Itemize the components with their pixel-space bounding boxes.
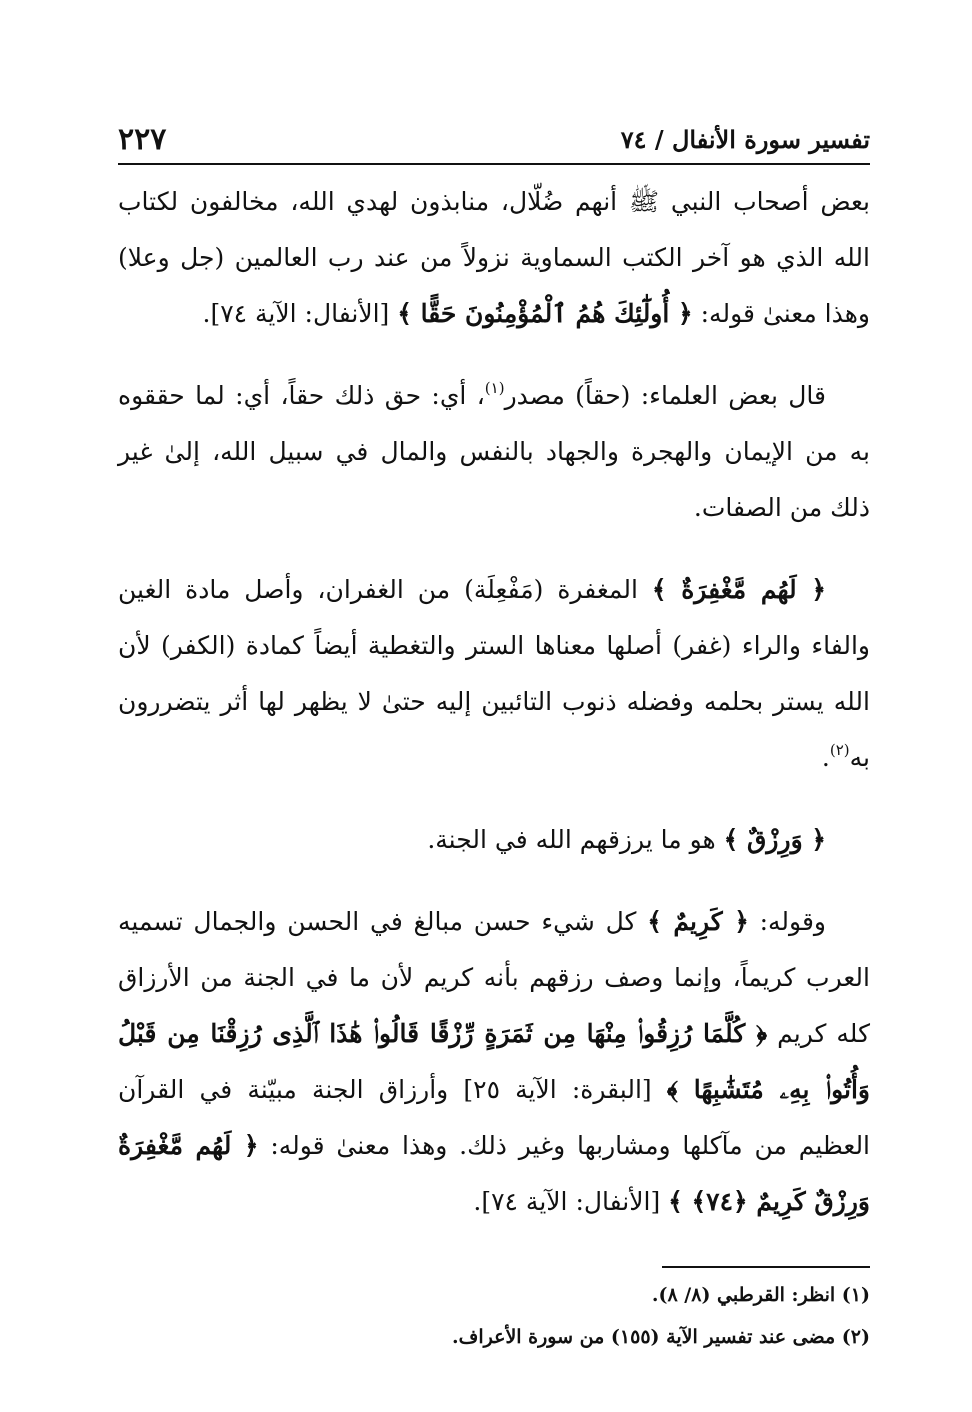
- footnote-ref-2[interactable]: (٢): [829, 741, 850, 759]
- quran-verse: ﴿ لَهُم مَّغْفِرَةٌ وَرِزْقٌ كَرِيمٌ ﴿٧٤﴾ ﴾: [118, 1131, 870, 1216]
- verse-citation: [الأنفال: الآية ٧٤].: [202, 299, 398, 328]
- page-header: [118, 108, 870, 160]
- quran-verse: ﴿ وَرِزْقٌ ﴾: [723, 825, 826, 854]
- footnote-ref-1[interactable]: (١): [484, 379, 505, 397]
- paragraph-2: [118, 368, 870, 536]
- paragraph-text: المغفرة (مَفْعِلَة) من الغفران، وأصل مادة الغين والفاء والراء (غفر) أصلها معناها الستر والتغطية أيضاً كمادة (الكفر) لأن الله يستر بحلمه وفضله ذنوب التائبين إليه حتىٰ لا يظهر لها أثر يتضررون به: [118, 575, 870, 772]
- quran-verse: ﴿ كُلَّمَا رُزِقُوا۟ مِنْهَا مِن ثَمَرَةٍ رِّزْقًا قَالُوا۟ هَٰذَا ٱلَّذِى رُزِقْنَا مِن قَبْلُ وَأُتُوا۟ بِهِۦ مُتَشَٰبِهًا ﴾: [118, 1019, 870, 1104]
- paragraph-3: [118, 562, 870, 786]
- paragraph-text: [البقرة: الآية ٢٥] وأرزاق الجنة مبيّنة في القرآن العظيم من مآكلها ومشاربها وغير ذلك. وهذا معنىٰ قوله:: [118, 1075, 871, 1160]
- quran-verse: ﴿ لَهُم مَّغْفِرَةٌ ﴾: [651, 575, 826, 604]
- paragraph-text: وقوله:: [748, 907, 826, 936]
- paragraph-4: [118, 812, 870, 868]
- footnote-2: (٢) مضى عند تفسير الآية (١٥٥) من سورة الأعراف.: [452, 1326, 870, 1348]
- paragraph-1: [118, 174, 870, 342]
- verse-citation: [الأنفال: الآية ٧٤].: [473, 1187, 669, 1216]
- footnotes: [118, 1274, 870, 1358]
- running-title: تفسير سورة الأنفال / ٧٤: [620, 125, 870, 154]
- paragraph-text: بعض أصحاب النبي ﷺ أنهم ضُلّال، منابذون لهدي الله، مخالفون لكتاب الله الذي هو آخر الكتب السماوية نزولاً من عند رب العالمين (جل وعلا) وهذا معنىٰ قوله:: [118, 187, 870, 328]
- paragraph-text: قال بعض العلماء: (حقاً) مصدر: [504, 381, 826, 410]
- paragraph-text: كل شيء حسن مبالغ في الحسن والجمال تسميه العرب كريماً، وإنما وصف رزقهم بأنه كريم لأن ما في الجنة من الأرزاق كله كريم: [118, 907, 870, 1048]
- paragraph-text: ، أي: حق ذلك حقاً، أي: لما حققوه به من الإيمان والهجرة والجهاد بالنفس والمال في سبيل الله، إلىٰ غير ذلك من الصفات.: [118, 381, 870, 522]
- main-text: [118, 174, 870, 1256]
- quran-verse: ﴿ كَرِيمٌ ﴾: [647, 907, 749, 936]
- header-rule: [118, 163, 870, 165]
- paragraph-text: .: [821, 743, 830, 772]
- paragraph-text: هو ما يرزقهم الله في الجنة.: [427, 825, 724, 854]
- footnote-rule: [662, 1266, 870, 1268]
- page-number: ٢٢٧: [118, 122, 167, 157]
- quran-verse: ﴿ أُولَٰٓئِكَ هُمُ ٱلْمُؤْمِنُونَ حَقًّا ﴾: [397, 299, 693, 328]
- footnote-1: (١) انظر: القرطبي (٨/ ٨).: [651, 1284, 870, 1306]
- paragraph-5: [118, 894, 870, 1230]
